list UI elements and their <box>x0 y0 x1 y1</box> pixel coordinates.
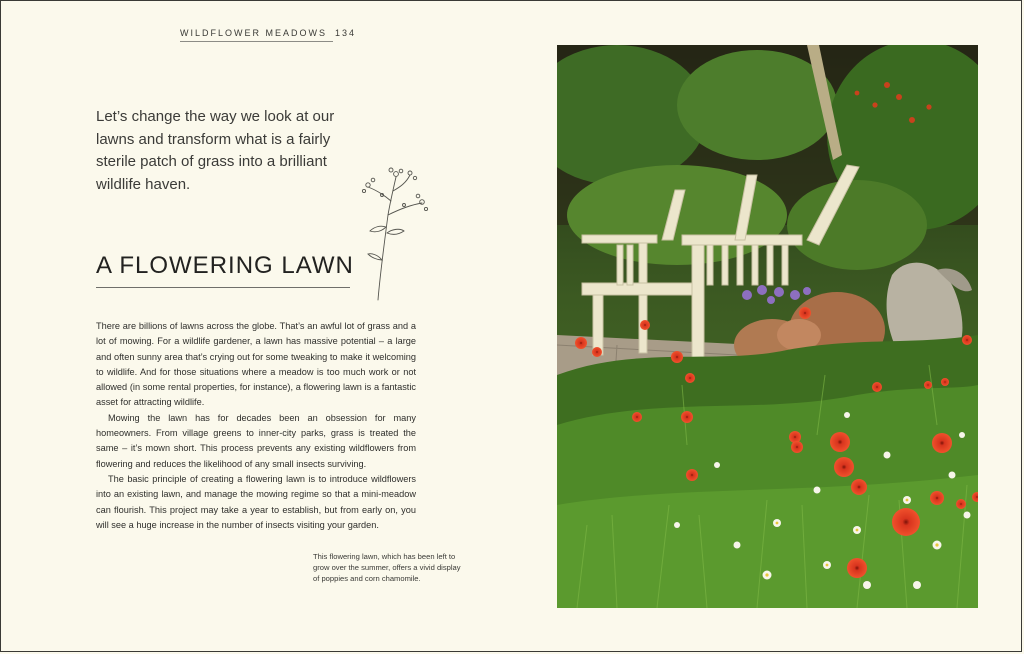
section-title: WILDFLOWER MEADOWS <box>180 28 328 38</box>
photo-caption: This flowering lawn, which has been left to grow over the summer, offers a vivid display of poppies and corn chamomile. <box>313 552 461 583</box>
page-number: 134 <box>335 28 357 38</box>
flower-sprig-illustration <box>358 165 430 301</box>
garden-photo <box>557 45 978 608</box>
page-title: A FLOWERING LAWN <box>96 252 350 288</box>
body-paragraph-3: The basic principle of creating a flowering lawn is to introduce wildflowers into an existing lawn, and manage the mowing regime so that a mini-meadow can flourish. This project may take a year to establish, but from early on, you will see a huge increase in the number of insects visiting your garden. <box>96 473 416 530</box>
body-paragraph-2: Mowing the lawn has for decades been an obsession for many homeowners. From village greens to inner-city parks, grass is treated the same – it’s mown short. This process prevents any existing wildflowers from flowering and reduces the likelihood of any small insects surviving. <box>96 412 416 469</box>
intro-text: Let’s change the way we look at our lawns and transform what is a fairly sterile patch of grass into a brilliant wildlife haven. <box>96 108 335 193</box>
body-text <box>96 319 416 533</box>
running-header <box>180 28 357 42</box>
body-paragraph-1: There are billions of lawns across the globe. That’s an awful lot of grass and a lot of mowing. For a wildlife gardener, a lawn has massive potential – a large and often sunny area that’s crying out for some tweaking to make it welcoming to wildlife. And for those situations where a meadow is too much work or not allowed (in some rental properties, for instance), a flowering lawn is a fantastic asset for attracting wildlife. <box>96 321 416 408</box>
